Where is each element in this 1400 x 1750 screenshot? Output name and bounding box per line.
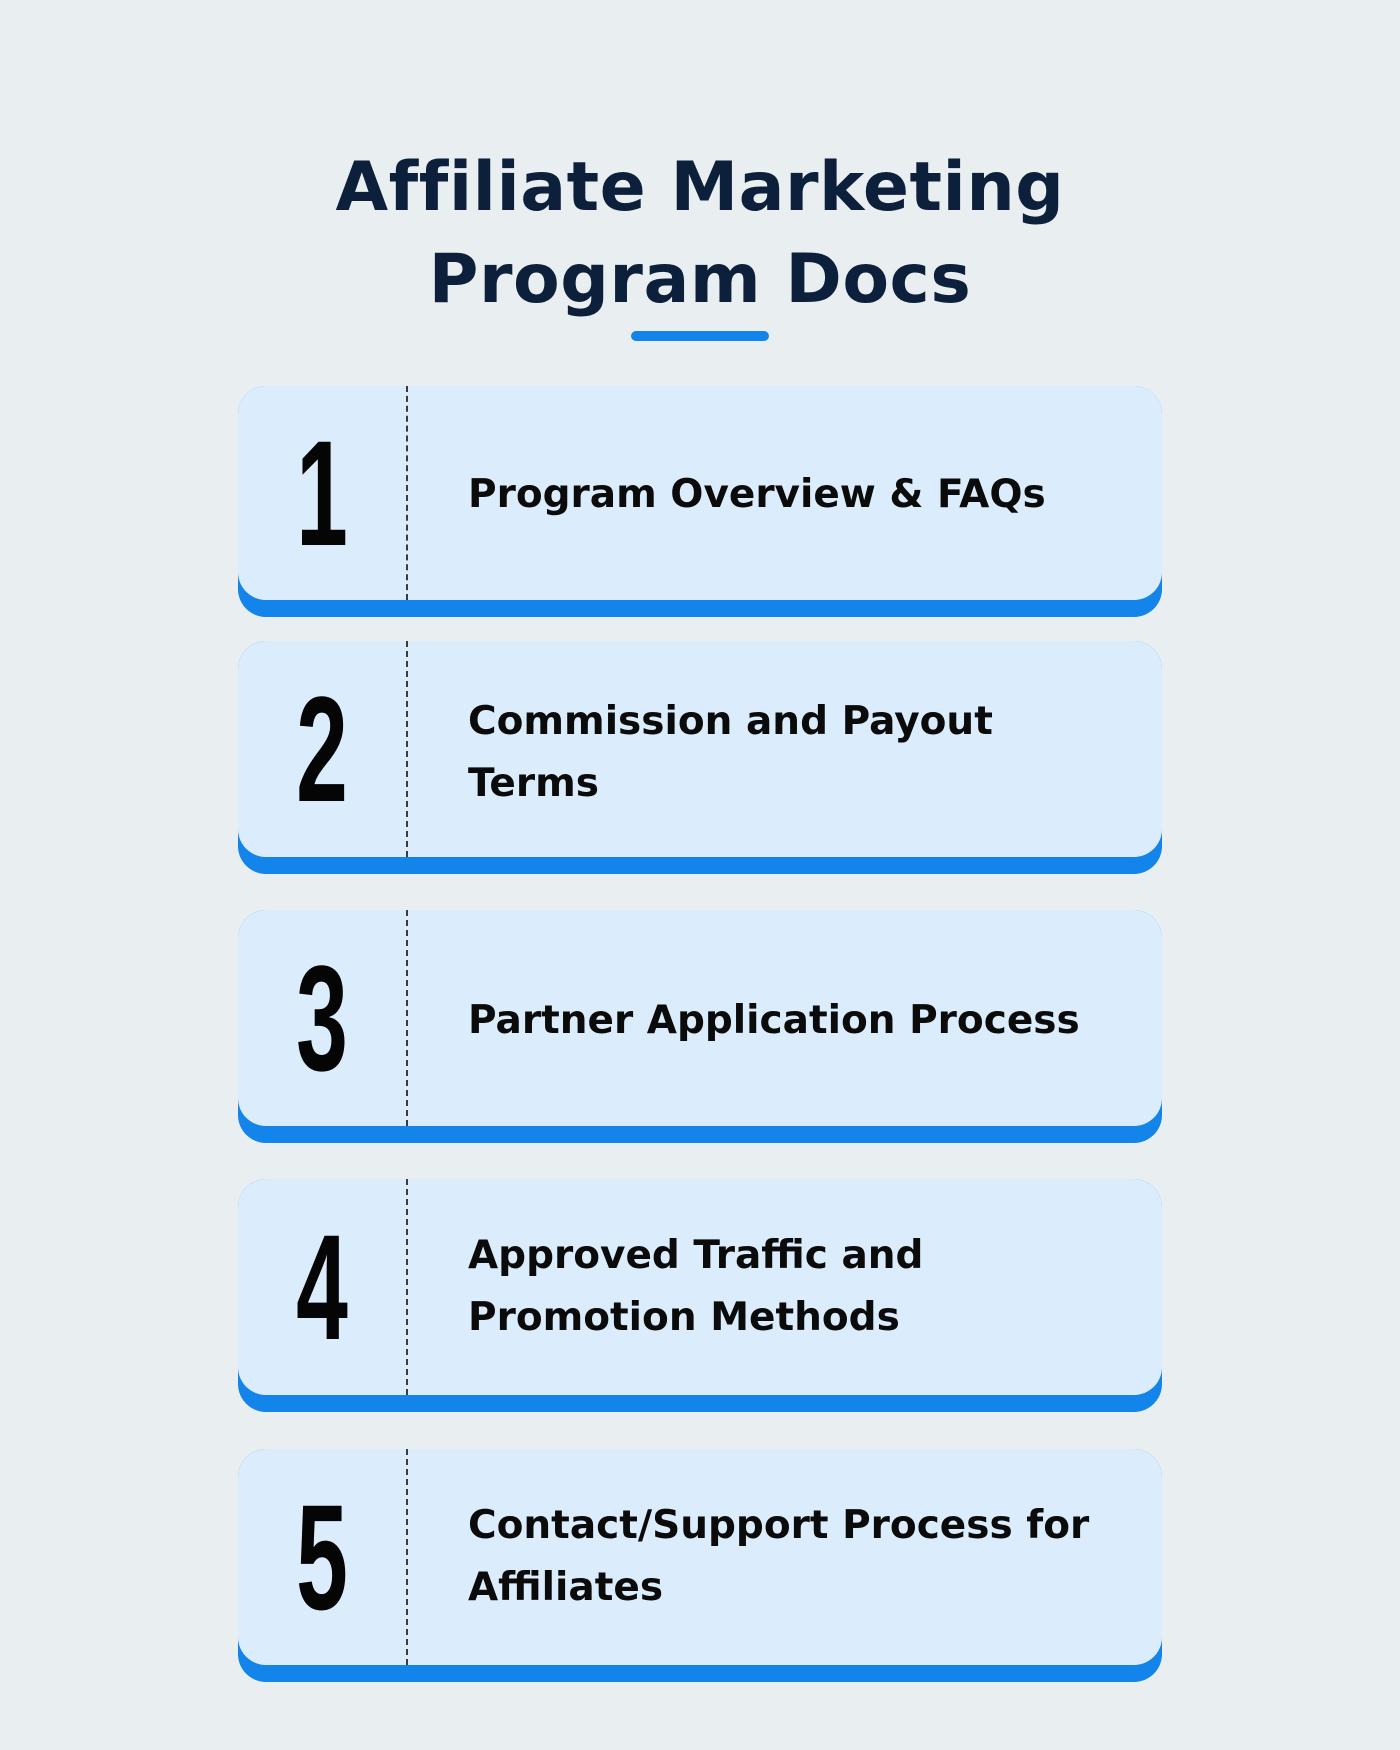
doc-card-2[interactable] <box>238 641 1162 874</box>
dashed-divider <box>406 641 408 857</box>
dashed-divider <box>406 1449 408 1665</box>
page-title-line-1: Affiliate Marketing <box>335 147 1065 227</box>
doc-card-number: 4 <box>296 1203 348 1371</box>
page-title-line-2: Program Docs <box>428 239 972 319</box>
doc-card-number: 1 <box>296 409 348 577</box>
doc-card-number: 5 <box>296 1473 348 1641</box>
doc-card-label: Commission and Payout Terms <box>468 699 993 806</box>
doc-card-label: Partner Application Process <box>468 998 1080 1043</box>
doc-card-label: Contact/Support Process for Affiliates <box>468 1503 1090 1610</box>
dashed-divider <box>406 1179 408 1395</box>
page-title <box>0 142 1400 326</box>
doc-card-number: 3 <box>296 934 348 1102</box>
doc-card-3[interactable] <box>238 910 1162 1143</box>
dashed-divider <box>406 386 408 600</box>
doc-card-number: 2 <box>296 665 348 833</box>
doc-card-4[interactable] <box>238 1179 1162 1412</box>
title-underline-divider <box>631 331 769 341</box>
doc-card-label: Approved Traffic and Promotion Methods <box>468 1233 924 1340</box>
dashed-divider <box>406 910 408 1126</box>
doc-card-5[interactable] <box>238 1449 1162 1682</box>
doc-card-label: Program Overview & FAQs <box>468 472 1046 517</box>
doc-card-1[interactable] <box>238 386 1162 617</box>
